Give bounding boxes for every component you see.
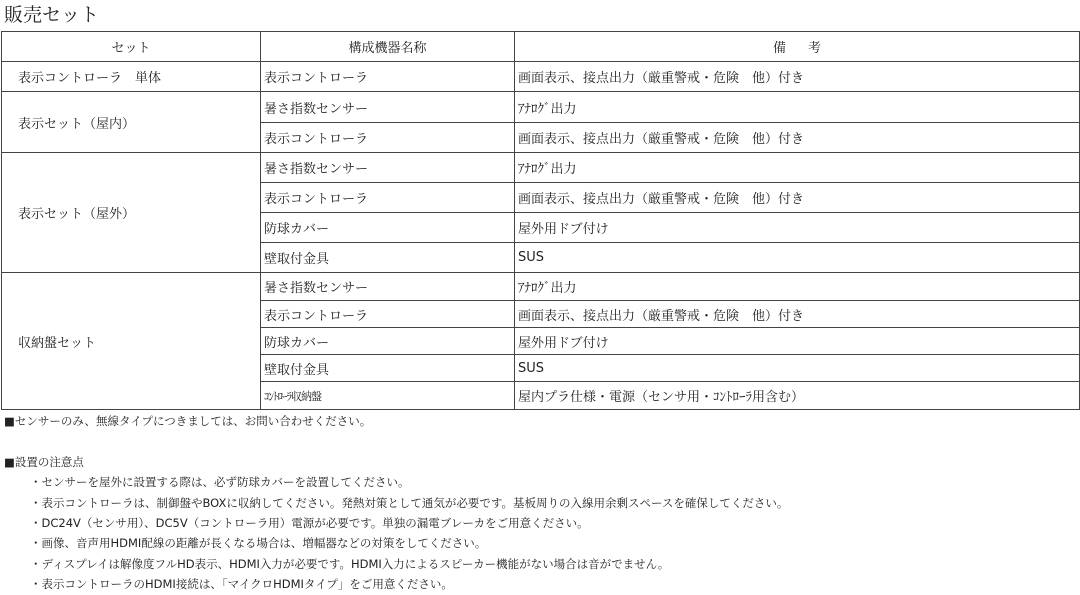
component-cell: 防球カバー: [261, 328, 515, 355]
component-cell: 表示コントローラ: [261, 301, 515, 328]
table-row: [2, 62, 1080, 92]
component-cell: 壁取付金具: [261, 243, 515, 273]
component-cell: 防球カバー: [261, 213, 515, 243]
remark-cell: SUS: [515, 355, 1080, 382]
remark-cell: 屋外用ドブ付け: [515, 328, 1080, 355]
component-cell: 暑さ指数センサー: [261, 153, 515, 183]
table-row: [2, 153, 1080, 183]
install-note-item: ・表示コントローラのHDMI接続は、「マイクロHDMIタイプ」をご用意ください。: [30, 577, 453, 592]
remark-cell: 屋内プラ仕様・電源（センサ用・ｺﾝﾄﾛｰﾗ用含む）: [515, 382, 1080, 410]
install-note-item: ・センサーを屋外に設置する際は、必ず防球カバーを設置してください。: [30, 475, 410, 490]
remark-cell: 画面表示、接点出力（厳重警戒・危険 他）付き: [515, 183, 1080, 213]
install-note-item: ・ディスプレイは解像度フルHD表示、HDMI入力が必要です。HDMI入力によるスピーカー機能がない場合は音がでません。: [30, 556, 670, 571]
wireless-note: ■センサーのみ、無線タイプにつきましては、お問い合わせください。: [4, 414, 372, 428]
install-note-item: ・表示コントローラは、制御盤やBOXに収納してください。発熱対策として通気が必要です。基板周りの入線用余剰スペースを確保してください。: [30, 495, 789, 510]
notes-section: [4, 411, 1074, 595]
set-name-cell: 収納盤セット: [2, 273, 261, 410]
remark-cell: 画面表示、接点出力（厳重警戒・危険 他）付き: [515, 62, 1080, 92]
table-header-row: [2, 32, 1080, 62]
component-cell: 壁取付金具: [261, 355, 515, 382]
header-components: 構成機器名称: [261, 32, 515, 62]
remark-cell: ｱﾅﾛｸﾞ出力: [515, 153, 1080, 183]
remark-cell: ｱﾅﾛｸﾞ出力: [515, 273, 1080, 301]
remark-cell: 画面表示、接点出力（厳重警戒・危険 他）付き: [515, 301, 1080, 328]
set-name-cell: 表示コントローラ 単体: [2, 62, 261, 92]
remark-cell: SUS: [515, 243, 1080, 273]
set-name-cell: 表示セット（屋内）: [2, 92, 261, 153]
page-title: 販売セット: [4, 4, 100, 26]
component-cell: 暑さ指数センサー: [261, 92, 515, 123]
install-list: [4, 472, 1074, 594]
component-cell: 表示コントローラ: [261, 183, 515, 213]
remark-cell: 屋外用ドブ付け: [515, 213, 1080, 243]
install-note-item: ・画像、音声用HDMI配線の距離が長くなる場合は、増幅器などの対策をしてください。: [30, 536, 487, 551]
sales-set-table: [1, 31, 1080, 410]
remark-cell: 画面表示、接点出力（厳重警戒・危険 他）付き: [515, 123, 1080, 153]
install-note-item: ・DC24V（センサ用）、DC5V（コントローラ用）電源が必要です。単独の漏電ブレーカをご用意ください。: [30, 515, 589, 530]
table-body: [2, 62, 1080, 410]
table-row: [2, 273, 1080, 301]
header-remarks-a: 備: [772, 41, 786, 56]
component-cell: 暑さ指数センサー: [261, 273, 515, 301]
header-set: セット: [2, 32, 261, 62]
component-cell: 表示コントローラ: [261, 62, 515, 92]
set-name-cell: 表示セット（屋外）: [2, 153, 261, 273]
install-heading: ■設置の注意点: [4, 454, 84, 469]
component-cell: ｺﾝﾄﾛｰﾗ収納盤: [261, 382, 515, 410]
table-row: [2, 92, 1080, 123]
header-remarks-b: 考: [808, 41, 822, 56]
component-cell: 表示コントローラ: [261, 123, 515, 153]
header-remarks: [515, 32, 1080, 62]
remark-cell: ｱﾅﾛｸﾞ出力: [515, 92, 1080, 123]
